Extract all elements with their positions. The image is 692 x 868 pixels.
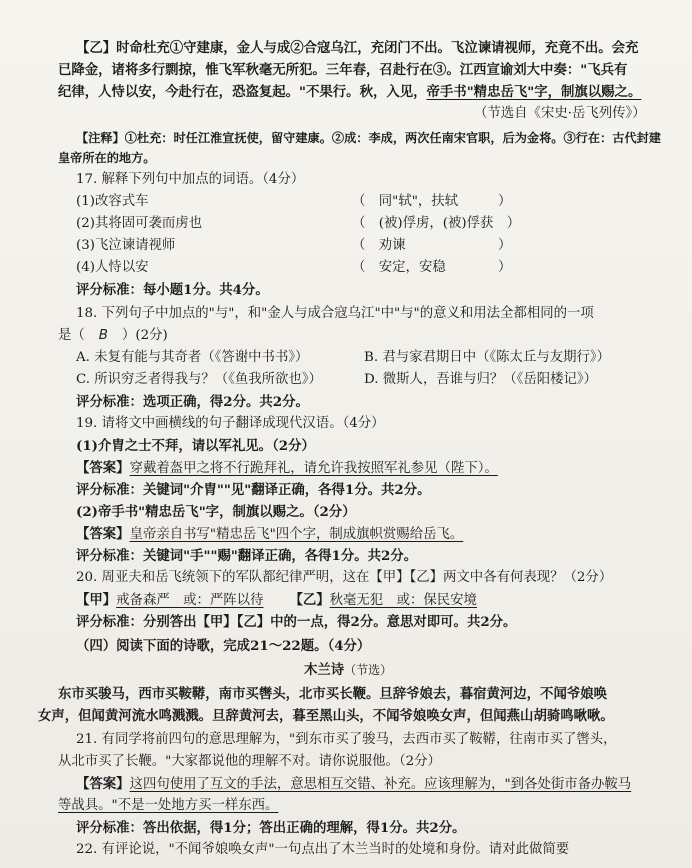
q20-tag-yi: 【乙】: [289, 592, 330, 608]
q18-option-a: A. 未复有能与其奇者（《答谢中书书》）: [76, 350, 309, 365]
paren-close: ）: [498, 238, 512, 253]
q20-answer-yi: 秋毫无犯 或：保民安境: [329, 593, 477, 608]
annotation-note: 【注释】①杜充：时任江淮宣抚使，留守建康。②成：李成，两次任南宋官职，后为金将。③行在：古代封建: [76, 131, 661, 145]
q19-answer-2: 皇帝亲自书写"精忠岳飞"四个字，制成旗帜赏赐给岳飞。: [129, 527, 464, 542]
q17-item: (3)飞泣谏请视师: [76, 238, 176, 253]
answer-tag: 【答案】: [76, 776, 130, 792]
scoring-standard: 评分标准：关键词"介胄""见"翻译正确，各得1分。共2分。: [76, 482, 431, 498]
source-citation: （节选自《宋史·岳飞列传》）: [474, 106, 646, 121]
answer-line: [76, 524, 463, 545]
question-20: 20. 周亚夫和岳飞统领下的军队都纪律严明，这在【甲】【乙】两文中各有何表现？（2分）: [76, 570, 613, 585]
scoring-standard: 评分标准：每小题1分。共4分。: [76, 282, 269, 298]
question-21: 21. 有同学将前四句的意思理解为，"到东市买了骏马，去西市买了鞍鞯，往南市买了辔头，: [76, 732, 617, 747]
q17-answer: （ 劝谏: [352, 238, 406, 253]
text-line: 【乙】时命杜充①守建康，金人与成②合寇乌江，充闭门不出。飞泣谏请视师，充竟不出。会充: [76, 40, 639, 56]
q19-answer-1: 穿戴着盔甲之将不行跪拜礼，请允许我按照军礼参见（陛下）。: [129, 461, 498, 476]
q17-answer: （ (被)俘虏，(被)俘获 ）: [352, 216, 521, 231]
scoring-standard: 评分标准：分别答出【甲】【乙】中的一点，得2分。意思对即可。共2分。: [76, 614, 517, 630]
q19-sentence-2: (2)帝手书"精忠岳飞"字，制旗以赐之。（2分）: [76, 504, 356, 520]
underlined-sentence: 帝手书"精忠岳飞"字，制旗以赐之。: [426, 84, 642, 100]
text-line: 已降金，诸将多行剽掠，惟飞军秋毫无所犯。三年春，召赴行在③。江西宣谕刘大中奏："飞兵有: [58, 62, 628, 78]
text-line: [58, 82, 641, 102]
q18-prefix: 是（: [58, 328, 85, 343]
q20-tag-jia: 【甲】: [76, 592, 117, 608]
text-line-start: 纪律，人恃以安，今赴行在，恐盗复起。"不果行。秋，入见，: [58, 84, 427, 100]
poem-title-line: [304, 660, 392, 681]
q18-suffix: ）(2分): [121, 328, 168, 343]
poem-line: 东市买骏马，西市买鞍鞯，南市买辔头，北市买长鞭。旦辞爷娘去，暮宿黄河边，不闻爷娘唤: [58, 686, 608, 702]
paren-close: ）: [498, 194, 512, 209]
scoring-standard: 评分标准：答出依据，得1分；答出正确的理解，得1分。共2分。: [76, 820, 466, 836]
question-18: 18. 下列句子中加点的"与"，和"金人与成合寇乌江"中"与"的意义和用法全都相同的一项: [76, 306, 594, 321]
q18-option-c: C. 所识穷乏者得我与？（《鱼我所欲也》）: [76, 372, 322, 387]
q17-item: (2)其将固可袭而虏也: [76, 216, 203, 231]
section-four-heading: （四）阅读下面的诗歌，完成21～22题。（4分）: [76, 638, 371, 654]
scoring-standard: 评分标准：选项正确，得2分。共2分。: [76, 394, 309, 410]
question-18-answer-line: [58, 326, 168, 346]
q18-answer: B: [98, 328, 108, 343]
q17-answer: （ 同"轼"，扶轼: [352, 194, 459, 209]
poem-line: 女声，但闻黄河流水鸣溅溅。旦辞黄河去，暮至黑山头，不闻爷娘唤女声，但闻燕山胡骑鸣啾啾。: [38, 708, 614, 724]
question-22: 22. 有评论说，"不闻爷娘唤女声"一句点出了木兰当时的处境和身份。请对此做简要: [76, 842, 570, 857]
paren-close: ）: [498, 260, 512, 275]
q18-option-b: B. 君与家君期日中（《陈太丘与友期行》）: [364, 350, 610, 365]
question-21-cont: 从北市买了长鞭。"大家都说他的理解不对。请你说服他。（2分）: [58, 754, 441, 769]
q17-item: (4)人恃以安: [76, 260, 149, 275]
q21-answer: 这四句使用了互文的手法，意思相互交错、补充。应该理解为，"到各处街市备办鞍马: [129, 777, 632, 792]
q17-answer: （ 安定，安稳: [352, 260, 446, 275]
answer-tag: 【答案】: [76, 526, 130, 542]
q20-answer-line: [76, 590, 477, 611]
q17-item: (1)改容式车: [76, 194, 149, 209]
annotation-note: 皇帝所在的地方。: [58, 151, 156, 165]
answer-tag: 【答案】: [76, 460, 130, 476]
answer-line: [76, 458, 498, 479]
q21-answer-cont: 等战具。"不是一处地方买一样东西。: [58, 798, 279, 813]
q19-sentence-1: (1)介胄之士不拜，请以军礼见。（2分）: [76, 438, 315, 454]
q20-answer-jia: 戒备森严 或：严阵以待: [116, 593, 264, 608]
poem-subtitle: （节选）: [344, 663, 393, 677]
scoring-standard: 评分标准：关键词"手""赐"翻译正确，各得1分。共2分。: [76, 548, 418, 564]
question-17: 17. 解释下列句中加点的词语。（4分）: [76, 172, 305, 187]
answer-line: [76, 774, 631, 795]
poem-title: 木兰诗: [304, 662, 345, 678]
question-19: 19. 请将文中画横线的句子翻译成现代汉语。（4分）: [76, 416, 385, 431]
q18-option-d: D. 微斯人，吾谁与归？（《岳阳楼记》）: [364, 372, 598, 387]
